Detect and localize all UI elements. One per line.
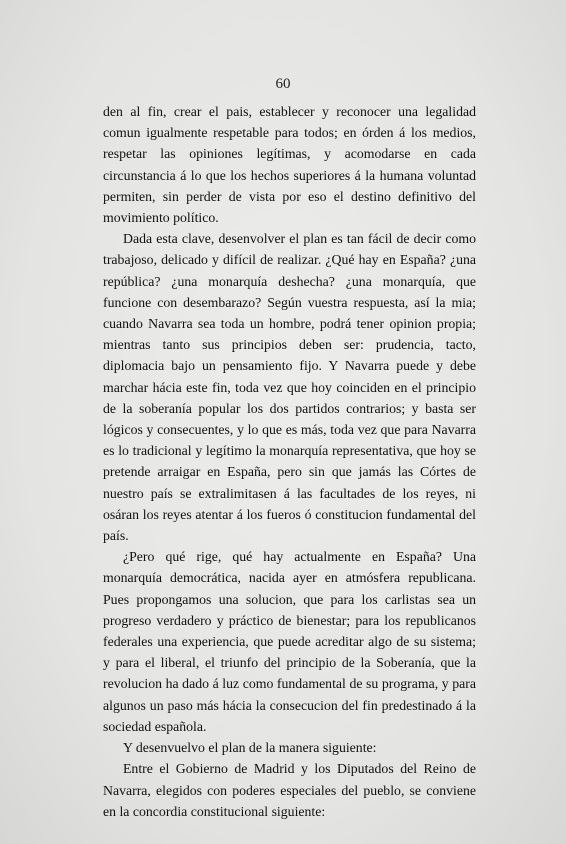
paragraph-1: den al fin, crear el pais, establecer y reconocer una legalidad comun igualmente respetable para todos; en órden á los medios, respetar las opiniones legítimas, y acomodarse en cada circunstancia á lo que los hechos superiores á la humana voluntad permiten, sin perder de vista por eso el destino definitivo del movimiento político.: [103, 104, 476, 226]
body-text: [103, 101, 476, 822]
paragraph-3: ¿Pero qué rige, qué hay actualmente en España? Una monarquía democrática, nacida ayer en atmósfera republicana. Pues propongamos una solucion, que para los carlistas sea un progreso verdadero y práctico de bienestar; para los republicanos federales una experiencia, que puede acreditar algo de su sistema; y para el liberal, el triunfo del principio de la Soberanía, que la revolucion ha dado á luz como fundamental de su programa, y para algunos un paso más hácia la consecucion del fin predestinado á la sociedad española.: [103, 549, 476, 734]
page-number: 60: [275, 76, 291, 92]
paragraph-4: Y desenvuelvo el plan de la manera siguiente:: [123, 740, 377, 756]
paragraph-5: Entre el Gobierno de Madrid y los Diputados del Reino de Navarra, elegidos con poderes especiales del pueblo, se conviene en la concordia constitucional siguiente:: [103, 761, 476, 819]
paragraph-2: Dada esta clave, desenvolver el plan es tan fácil de decir como trabajoso, delicado y difícil de realizar. ¿Qué hay en España? ¿una república? ¿una monarquía deshecha? ¿una monarquía, que funcione con desembarazo? Según vuestra respuesta, así la mia; cuando Navarra sea toda un hombre, podrá tener opinion propia; mientras tanto sus principios deben ser: prudencia, tacto, diplomacia bajo un pensamiento fijo. Y Navarra puede y debe marchar hácia este fin, toda vez que hoy coinciden en el principio de la soberanía popular los dos partidos contrarios; y basta ser lógicos y consecuentes, y lo que es más, toda vez que para Navarra es lo tradicional y legítimo la monarquía representativa, que hoy se pretende arraigar en España, pero sin que jamás las Córtes de nuestro país se extralimitasen á las facultades de los reyes, ni osáran los reyes atentar á los fueros ó constitucion fundamental del país.: [103, 231, 476, 544]
